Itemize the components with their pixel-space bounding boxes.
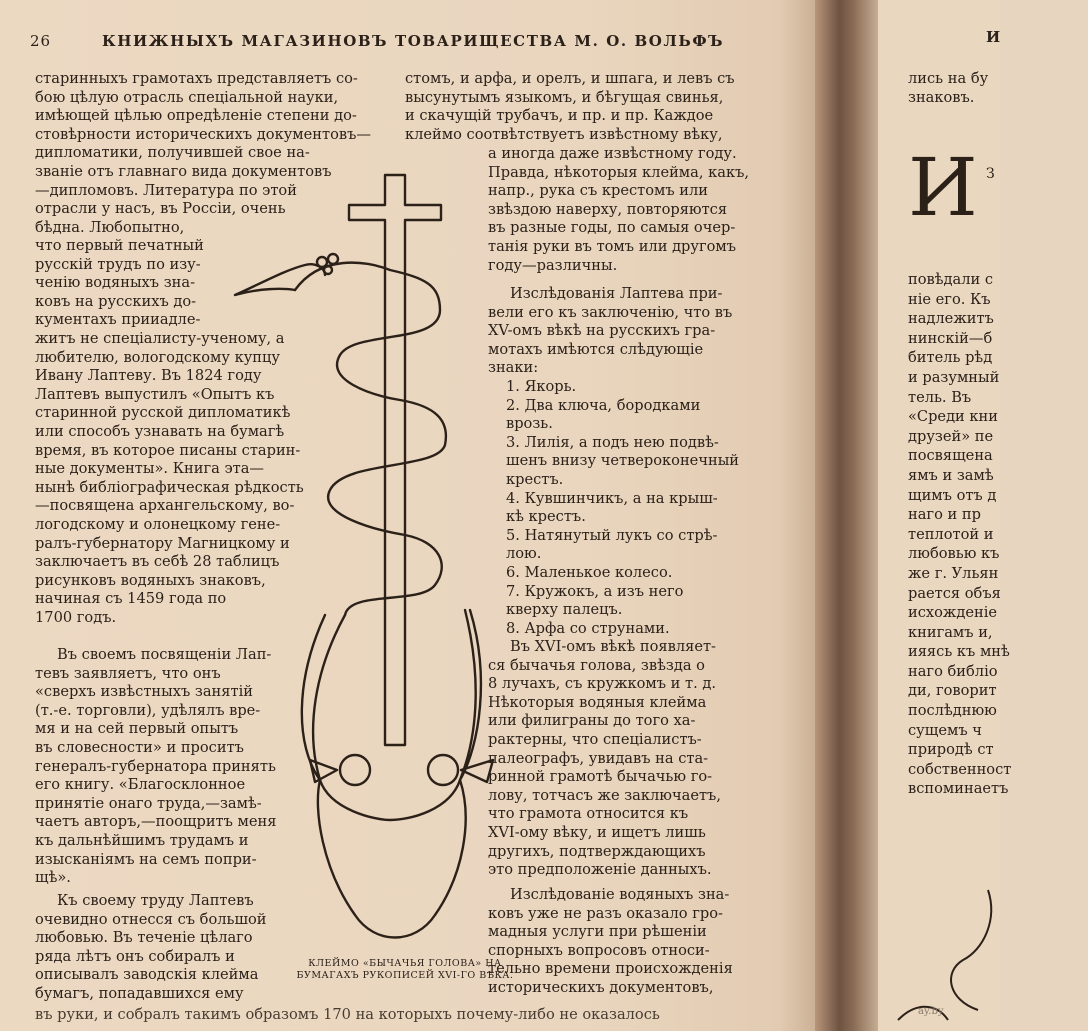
text-line: ияясь къ мнѣ <box>908 643 1010 661</box>
text-line: исхожденіе <box>908 604 997 622</box>
text-line: 1. Якорь. <box>506 378 577 395</box>
facing-page-dropcap-small: З <box>986 166 995 182</box>
facing-page <box>878 0 1012 1031</box>
text-line: генералъ-губернатора принять <box>35 757 276 775</box>
text-line: тель. Въ <box>908 388 972 406</box>
text-line: —посвящена архангельскому, во- <box>35 497 295 515</box>
facing-page-body <box>908 270 1011 799</box>
text-line: посвящена <box>908 447 993 465</box>
text-line: бумагъ, попадавшихся ему <box>35 984 244 1002</box>
text-line: 8 лучахъ, съ кружкомъ и т. д. <box>488 675 717 693</box>
text-line: очевидно отнесся съ большой <box>35 910 267 928</box>
text-line: это предположеніе данныхъ. <box>488 861 712 879</box>
text-line: 7. Кружокъ, а изъ него <box>506 582 684 600</box>
text-line: 4. Кувшинчикъ, а на крыш- <box>506 489 718 507</box>
facing-page-dropcap: И <box>908 141 978 234</box>
text-line: что грамота относится къ <box>488 805 689 823</box>
right-column-indented <box>488 145 750 275</box>
text-line: въ разные годы, по самыя очер- <box>488 219 736 237</box>
text-line: другихъ, подтверждающихъ <box>488 842 706 860</box>
book-gutter <box>815 0 885 1031</box>
text-line: лись на бу <box>908 70 989 87</box>
text-line: спорныхъ вопросовъ относи- <box>488 941 710 959</box>
text-line: лову, тотчасъ же заключаетъ, <box>488 786 721 804</box>
text-line: а иногда даже извѣстному году. <box>488 145 737 162</box>
text-line: же г. Ульян <box>908 564 999 582</box>
text-line: бою цѣлую отрасль спеціальной науки, <box>35 88 339 106</box>
text-line: Нѣкоторыя водяныя клейма <box>488 693 707 711</box>
text-line: время, въ которое писаны старин- <box>35 441 301 459</box>
text-line: Къ своему труду Лаптевъ <box>57 892 254 909</box>
text-line: Лаптевъ выпустилъ «Опытъ къ <box>35 385 275 403</box>
right-paragraph-4 <box>488 886 753 998</box>
text-line: начиная съ 1459 года по <box>35 590 227 608</box>
text-line: рактерны, что спеціалистъ- <box>488 730 702 748</box>
text-line: стовѣрности историческихъ документовъ— <box>35 125 371 143</box>
text-line: Въ XVI-омъ вѣкѣ появляет- <box>510 638 716 655</box>
text-line: вели его къ заключенію, что въ <box>488 303 733 321</box>
text-line: рисунковъ водяныхъ знаковъ, <box>35 571 266 589</box>
text-line: повѣдали с <box>908 271 994 288</box>
text-line: мя и на сей первый опытъ <box>35 720 239 738</box>
watermark-stamp: ay.by <box>918 1006 944 1017</box>
text-line: напр., рука съ крестомъ или <box>488 182 709 200</box>
text-line: нинскій—б <box>908 329 993 347</box>
text-line: кѣ крестъ. <box>506 508 586 526</box>
facing-page-header: И <box>986 28 1001 46</box>
text-line: книгамъ и, <box>908 623 993 641</box>
text-line: его книгу. «Благосклонное <box>35 776 246 794</box>
right-column-intro <box>405 70 750 144</box>
text-line: тельно времени происхожденія <box>488 960 733 978</box>
text-line: бѣдна. Любопытно, <box>35 218 185 236</box>
text-line: ринной грамотѣ бычачью го- <box>488 768 713 786</box>
text-line: 3. Лилія, а подъ нею подвѣ- <box>506 433 719 451</box>
text-line: чаетъ авторъ,—поощритъ меня <box>35 813 277 831</box>
text-line: къ дальнѣйшимъ трудамъ и <box>35 831 249 849</box>
text-line: битель рѣд <box>908 349 993 367</box>
text-line: ди, говорит <box>908 682 997 700</box>
text-line: ченію водяныхъ зна- <box>35 274 196 292</box>
text-line: послѣднюю <box>908 702 997 720</box>
text-line: описывалъ заводскія клейма <box>35 966 259 984</box>
text-line: XV-омъ вѣкѣ на русскихъ гра- <box>488 322 716 340</box>
text-line: житъ не спеціалисту-ученому, а <box>35 330 285 347</box>
text-line: отрасли у насъ, въ Россіи, очень <box>35 200 286 218</box>
text-line: 8. Арфа со струнами. <box>506 619 670 637</box>
text-line: ные документы». Книга эта— <box>35 460 264 478</box>
text-line: наго библіо <box>908 662 998 680</box>
text-line: или способъ узнавать на бумагѣ <box>35 422 285 440</box>
text-line: ралъ-губернатору Магницкому и <box>35 534 290 552</box>
text-line: знаки: <box>488 359 539 377</box>
text-line: (т.-е. торговли), удѣлялъ вре- <box>35 701 261 719</box>
text-line: собственност <box>908 760 1012 778</box>
text-line: ковъ уже не разъ оказало гро- <box>488 904 723 922</box>
text-line: ковъ на русскихъ до- <box>35 292 197 310</box>
text-line: шенъ внизу четвероконечный <box>506 452 740 470</box>
text-line: надлежитъ <box>908 310 994 328</box>
text-line: логодскому и олонецкому гене- <box>35 515 281 533</box>
text-line: ніе его. Къ <box>908 290 991 308</box>
watermark-signs-list <box>488 378 753 638</box>
text-line: теплотой и <box>908 525 994 543</box>
text-line: старинной русской дипломатикѣ <box>35 404 291 422</box>
text-line: танія руки въ томъ или другомъ <box>488 237 737 255</box>
text-line: «сверхъ извѣстныхъ занятій <box>35 683 253 701</box>
text-line: мотахъ имѣются слѣдующіе <box>488 340 704 358</box>
text-line: 6. Маленькое колесо. <box>506 563 673 581</box>
text-line: врозь. <box>506 415 553 433</box>
text-line: звѣздою наверху, повторяются <box>488 200 728 218</box>
text-line: дипломатики, получившей свое на- <box>35 144 310 162</box>
text-line: —дипломовъ. Литература по этой <box>35 181 297 199</box>
text-line: стомъ, и арфа, и орелъ, и шпага, и левъ съ <box>405 70 735 87</box>
bull-head-watermark-illustration <box>225 170 515 960</box>
text-line: «Среди кни <box>908 408 998 426</box>
text-line: году—различны. <box>488 256 618 274</box>
text-line: природѣ ст <box>908 741 994 759</box>
text-line: Правда, нѣкоторыя клейма, какъ, <box>488 163 749 181</box>
text-line: и скачущій трубачъ, и пр. и пр. Каждое <box>405 107 714 125</box>
text-line: знаковъ. <box>908 88 975 106</box>
text-line: историческихъ документовъ, <box>488 978 714 996</box>
text-line: кверху палецъ. <box>506 601 623 619</box>
text-line: Изслѣдованія Лаптева при- <box>510 285 723 302</box>
text-line: русскій трудъ по изу- <box>35 255 201 273</box>
text-line: щимъ отъ д <box>908 486 997 504</box>
text-line: что первый печатный <box>35 237 204 254</box>
text-line: ряда лѣтъ онъ собиралъ и <box>35 947 235 965</box>
text-line: имѣющей цѣлью опредѣленіе степени до- <box>35 107 357 125</box>
bottom-cut-line: въ руки, и собралъ такимъ образомъ 170 на которыхъ почему-либо не оказалось <box>35 1006 660 1023</box>
text-line: сущемъ ч <box>908 721 982 739</box>
text-line: 1700 годъ. <box>35 608 117 626</box>
text-line: рается объя <box>908 584 1001 602</box>
running-head <box>30 30 810 54</box>
text-line: ся бычачья голова, звѣзда о <box>488 656 705 674</box>
text-line: любовью къ <box>908 545 1000 563</box>
illustration-caption: КЛЕЙМО «БЫЧАЧЬЯ ГОЛОВА» НА БУМАГАХЪ РУКОПИСЕЙ XVI-ГО ВѢКА. <box>296 958 514 981</box>
text-line: любовью. Въ теченіе цѣлаго <box>35 929 253 947</box>
text-line: крестъ. <box>506 470 564 488</box>
text-line: принятіе онаго труда,—замѣ- <box>35 794 262 812</box>
text-line: XVI-ому вѣку, и ищетъ лишь <box>488 823 706 841</box>
text-line: вспоминаетъ <box>908 780 1009 798</box>
text-line: лою. <box>506 545 542 563</box>
text-line: въ словесности» и проситъ <box>35 738 244 756</box>
facing-page-top-lines <box>908 70 1088 107</box>
text-line: изысканіямъ на семъ попри- <box>35 850 257 868</box>
right-paragraph-3 <box>488 638 753 880</box>
left-column-narrow <box>35 237 245 330</box>
text-line: или филиграны до того ха- <box>488 712 696 730</box>
text-line: наго и пр <box>908 506 981 524</box>
text-line: тевъ заявляетъ, что онъ <box>35 664 221 682</box>
right-paragraph-2 <box>488 285 753 378</box>
text-line: нынѣ библіографическая рѣдкость <box>35 478 304 496</box>
text-line: щѣ». <box>35 869 71 887</box>
text-line: друзей» пе <box>908 427 994 445</box>
page-number: 26 <box>30 32 52 50</box>
text-line: и разумный <box>908 368 1000 386</box>
text-line: мадныя услуги при рѣшеніи <box>488 923 707 941</box>
text-line: Изслѣдованіе водяныхъ зна- <box>510 886 730 903</box>
text-line: ямъ и замѣ <box>908 466 994 484</box>
text-line: любителю, вологодскому купцу <box>35 348 280 366</box>
text-line: 5. Натянутый лукъ со стрѣ- <box>506 526 718 544</box>
text-line: заключаетъ въ себѣ 28 таблицъ <box>35 553 280 571</box>
text-line: званіе отъ главнаго вида документовъ <box>35 162 332 180</box>
text-line: клеймо соотвѣтствуетъ извѣстному вѣку, <box>405 125 723 143</box>
header-title: КНИЖНЫХЪ МАГАЗИНОВЪ ТОВАРИЩЕСТВА М. О. ВОЛЬФЪ <box>102 32 725 50</box>
text-line: Въ своемъ посвященіи Лап- <box>57 646 272 663</box>
text-line: кументахъ прииадле- <box>35 311 201 329</box>
text-line: высунутымъ языкомъ, и бѣгущая свинья, <box>405 88 724 106</box>
text-line: Ивану Лаптеву. Въ 1824 году <box>35 367 262 385</box>
text-line: 2. Два ключа, бородками <box>506 396 701 414</box>
text-line: палеографъ, увидавъ на ста- <box>488 749 709 767</box>
text-line: старинныхъ грамотахъ представляетъ со- <box>35 70 358 87</box>
